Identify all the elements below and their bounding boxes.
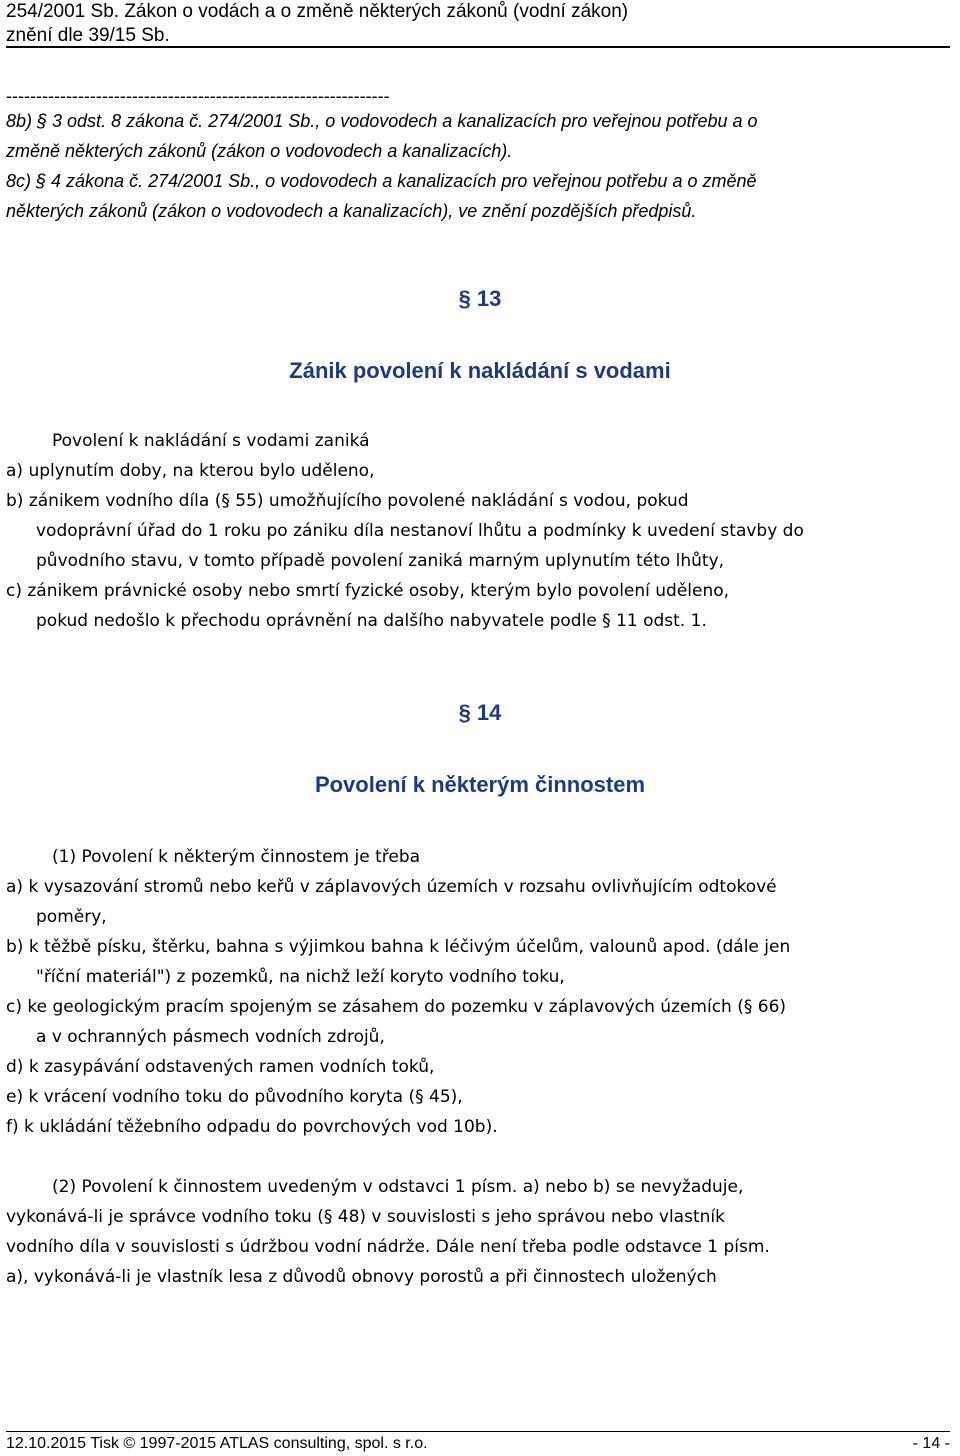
section-13-body: [6, 426, 956, 636]
section-14-number: § 14: [458, 700, 502, 725]
section-14-body: [6, 842, 956, 1142]
s14-par2-line1: (2) Povolení k činnostem uvedeným v odstavci 1 písm. a) nebo b) se nevyžaduje,: [52, 1177, 744, 1197]
s14-item-a-cont: poměry,: [36, 907, 107, 927]
footnote-separator: ----------------------------------------------------------------: [6, 86, 390, 106]
footnote-8b-line1: 8b) § 3 odst. 8 zákona č. 274/2001 Sb., o vodovodech a kanalizacích pro veřejnou potřebu a o: [6, 111, 758, 131]
s14-item-c-cont: a v ochranných pásmech vodních zdrojů,: [36, 1027, 385, 1047]
s13-item-b: b) zánikem vodního díla (§ 55) umožňujícího povolené nakládání s vodou, pokud: [6, 491, 689, 511]
s13-item-c-cont: pokud nedošlo k přechodu oprávnění na dalšího nabyvatele podle § 11 odst. 1.: [36, 611, 707, 631]
s14-par2-line2: vykonává-li je správce vodního toku (§ 48) v souvislosti s jeho správou nebo vlastník: [6, 1207, 725, 1227]
footer-print-info: 12.10.2015 Tisk © 1997-2015 ATLAS consulting, spol. s r.o.: [6, 1435, 428, 1452]
section-14-title: Povolení k některým činnostem: [314, 772, 646, 797]
footnote-8c-line2: některých zákonů (zákon o vodovodech a kanalizacích), ve znění pozdějších předpisů.: [6, 201, 697, 221]
s14-item-b: b) k těžbě písku, štěrku, bahna s výjimkou bahna k léčivým účelům, valounů apod. (dále jen: [6, 937, 791, 957]
footnote-8c-line1: 8c) § 4 zákona č. 274/2001 Sb., o vodovodech a kanalizacích pro veřejnou potřebu a o změně: [6, 171, 757, 191]
footnote-8b-line2: změně některých zákonů (zákon o vodovodech a kanalizacích).: [6, 141, 513, 161]
s14-item-d: d) k zasypávání odstavených ramen vodních toků,: [6, 1057, 435, 1077]
s13-item-a: a) uplynutím doby, na kterou bylo uděleno,: [6, 461, 375, 481]
s13-intro: Povolení k nakládání s vodami zaniká: [52, 431, 370, 451]
s14-par2-line3: vodního díla v souvislosti s údržbou vodní nádrže. Dále není třeba podle odstavce 1 písm.: [6, 1237, 770, 1257]
s14-par2-line4: a), vykonává-li je vlastník lesa z důvodů obnovy porostů a při činnostech uložených: [6, 1267, 717, 1287]
page-number: - 14 -: [912, 1435, 950, 1452]
document-title: 254/2001 Sb. Zákon o vodách a o změně některých zákonů (vodní zákon): [6, 1, 629, 22]
page-header: [6, 0, 950, 48]
footnotes: [6, 86, 956, 226]
s14-par1-intro: (1) Povolení k některým činnostem je třeba: [52, 847, 421, 867]
s14-item-a: a) k vysazování stromů nebo keřů v záplavových územích v rozsahu ovlivňujícím odtokové: [6, 877, 777, 897]
section-13-title: Zánik povolení k nakládání s vodami: [289, 358, 671, 383]
section-14-paragraph-2: [6, 1172, 956, 1292]
s13-item-b-cont1: vodoprávní úřad do 1 roku po zániku díla nestanoví lhůtu a podmínky k uvedení stavby do: [36, 521, 804, 541]
document-version: znění dle 39/15 Sb.: [6, 25, 170, 46]
s14-item-e: e) k vrácení vodního toku do původního koryta (§ 45),: [6, 1087, 463, 1107]
s13-item-c: c) zánikem právnické osoby nebo smrtí fyzické osoby, kterým bylo povolení uděleno,: [6, 581, 730, 601]
s14-item-f: f) k ukládání těžebního odpadu do povrchových vod 10b).: [6, 1117, 498, 1137]
footer-divider: [6, 1431, 950, 1432]
section-13-number: § 13: [458, 286, 502, 311]
s13-item-b-cont2: původního stavu, v tomto případě povolení zaniká marným uplynutím této lhůty,: [36, 551, 725, 571]
s14-item-c: c) ke geologickým pracím spojeným se zásahem do pozemku v záplavových územích (§ 66): [6, 997, 787, 1017]
s14-item-b-cont: "říční materiál") z pozemků, na nichž leží koryto vodního toku,: [36, 967, 565, 987]
header-divider: [6, 46, 950, 48]
